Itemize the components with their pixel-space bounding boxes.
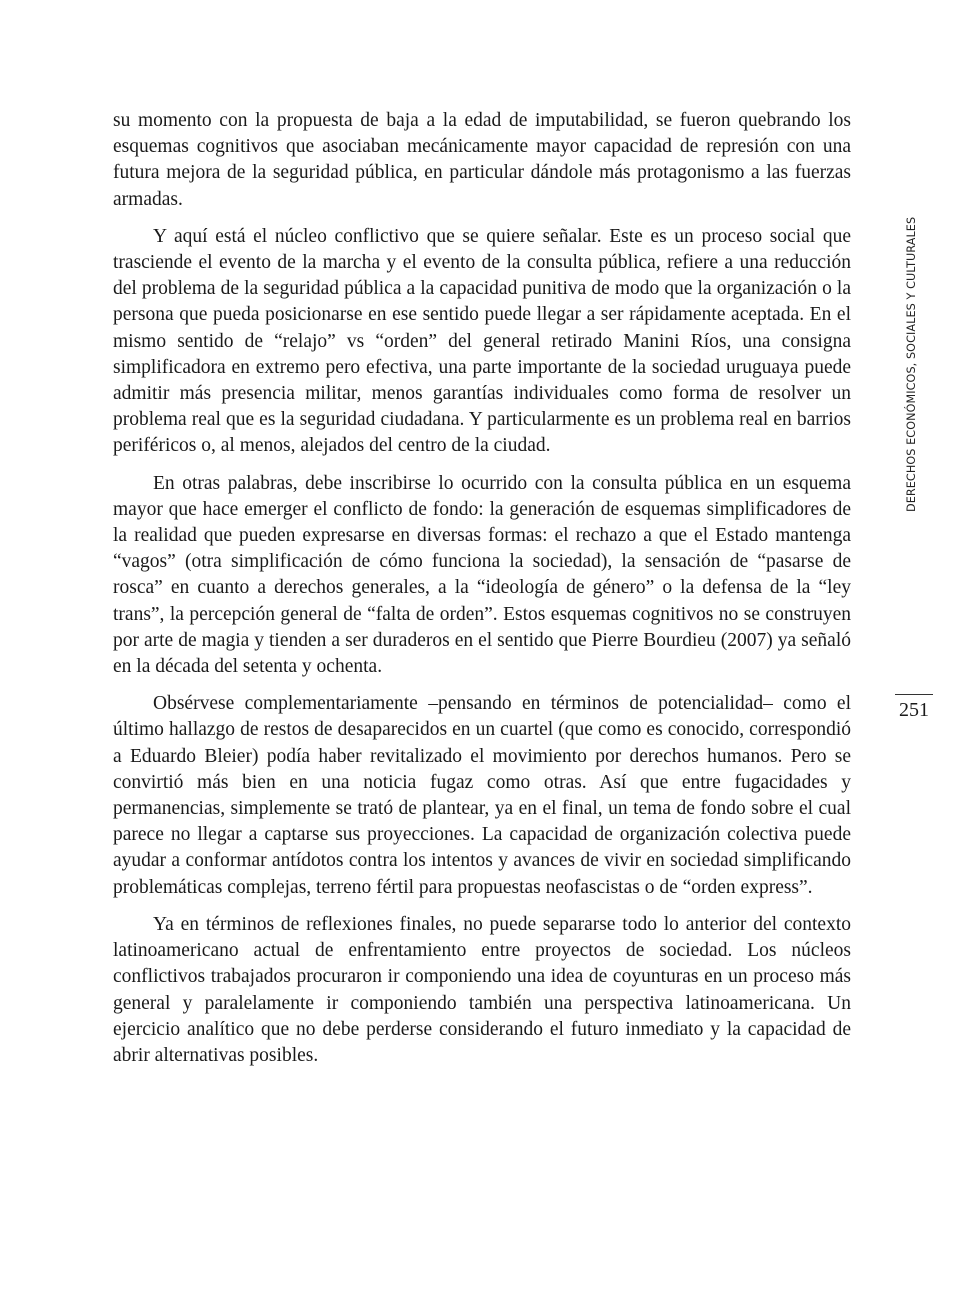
running-section-label-text: DERECHOS ECONÓMICOS, SOCIALES Y CULTURALES — [905, 216, 918, 512]
page-body — [113, 108, 851, 1080]
paragraph-final-reflections: Ya en términos de reflexiones finales, no puede separarse todo lo anterior del contexto latinoamericano actual de enfrentamiento entre proyectos de sociedad. Los núcleos conflictivos trabajados procuraron ir componiendo una idea de coyunturas en un proceso más general y paralelamente ir componiendo también una perspectiva latinoamericana. Un ejercicio analítico que no debe perderse considerando el futuro inmediato y la capacidad de abrir alternativas posibles. — [113, 913, 851, 1066]
paragraph-simplifying-schemes: En otras palabras, debe inscribirse lo ocurrido con la consulta pública en un esquema mayor que hace emerger el conflicto de fondo: la generación de esquemas simplificadores de la realidad que pueden expresarse en diversas formas: el rechazo a que el Estado mantenga “vagos” (otra simplificación de cómo funciona la sociedad), la sensación de “pasarse de rosca” en cuanto a derechos generales, a la “ideología de género” o la defensa de la “ley trans”, la percepción general de “falta de orden”. Estos esquemas cognitivos no se construyen por arte de magia y tienden a ser duraderos en el sentido que Pierre Bourdieu (2007) ya señaló en la década del setenta y ochenta. — [113, 472, 851, 678]
page-number-rule — [895, 694, 933, 695]
paragraph-human-rights: Obsérvese complementariamente –pensando en términos de potencialidad– como el último hallazgo de restos de desaparecidos en un cuartel (que como es conocido, correspondió a Eduardo Bleier) podía haber revitalizado el movimiento por derechos humanos. Pero se convirtió más bien en una noticia fugaz como otras. Así que entre fugacidades y permanencias, simplemente se trató de plantear, ya en el final, un tema de fondo sobre el cual parece no llegar a captarse sus proyecciones. La capacidad de organización colectiva puede ayudar a conformar antídotos contra los intentos y avances de vivir en sociedad simplificando problemáticas complejas, terreno fértil para propuestas neofascistas o de “orden express”. — [113, 693, 851, 898]
page-number: 251 — [899, 699, 929, 721]
running-section-label — [902, 192, 922, 512]
paragraph-conflict-core: Y aquí está el núcleo conflictivo que se quiere señalar. Este es un proceso social que trasciende el evento de la marcha y el evento de la consulta pública, refiere a una reducción del problema de la seguridad pública a la capacidad punitiva de modo que la organización o la persona que pueda posicionarse en ese sentido puede llegar a ser rápidamente aceptada. En el mismo sentido de “relajo” vs “orden” del general retirado Manini Ríos, una consigna simplificadora en extremo pero efectiva, una parte importante de la sociedad uruguaya puede admitir más presencia militar, menos garantías individuales como forma de resolver un problema real que es la seguridad ciudadana. Y particularmente es un problema real en barrios periféricos o, al menos, alejados del centro de la ciudad. — [113, 225, 851, 457]
paragraph-continuation: su momento con la propuesta de baja a la edad de imputabilidad, se fueron quebrando los esquemas cognitivos que asociaban mecánicamente mayor capacidad de represión con una futura mejora de la seguridad pública, en particular dándole más protagonismo a las fuerzas armadas. — [113, 110, 851, 210]
